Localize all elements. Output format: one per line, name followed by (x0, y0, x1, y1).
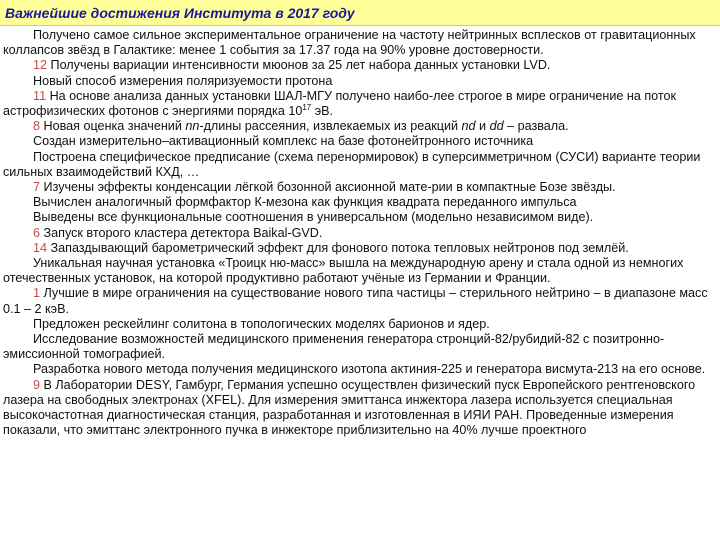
item-number: 1 (33, 286, 41, 301)
list-item: Новый способ измерения поляризуемости протона (33, 73, 333, 88)
item-number: 6 (33, 225, 41, 240)
list-item: Уникальная научная установка «Троицк ню-масс» вышла на международную арену и стала одной из немногих отечественных установок, на которой продуктивно работают учёные из Германии и Франции. (3, 256, 684, 286)
list-item: 9 В Лаборатории DESY, Гамбург, Германия успешно осуществлен физический пуск Европейского рентгеновского лазера на свободных электронах (XFEL). Для измерения эмиттанса инжектора лазера используется специальная высокочастотная диагностическая станция, разработанная и изготовленная в ИЯИ РАН. Проведенные измерения показали, что эмиттанс электронного пучка в инжекторе приблизительно на 40% лучше проектного (3, 377, 696, 438)
achievements-list (3, 28, 715, 438)
list-item: 6 Запуск второго кластера детектора Baikal-GVD. (33, 225, 323, 240)
list-item: 14 Запаздывающий барометрический эффект для фонового потока тепловых нейтронов под землёй. (33, 240, 629, 255)
list-item: 7 Изучены эффекты конденсации лёгкой бозонной аксионной мате-рии в компактные Бозе звёзды. (33, 180, 616, 195)
list-item: Вычислен аналогичный формфактор К-мезона как функция квадрата переданного импульса (33, 195, 577, 210)
list-item: 1 Лучшие в мире ограничения на существование нового типа частицы – стерильного нейтрино – в диапазоне масс 0.1 – 2 кэВ. (3, 286, 708, 316)
list-item: 8 Новая оценка значений nn-длины рассеяния, извлекаемых из реакций nd и dd – развала. (33, 119, 569, 134)
item-number: 12 (33, 58, 48, 73)
page-title: Важнейшие достижения Института в 2017 году (5, 5, 355, 21)
list-item: Исследование возможностей медицинского применения генератора стронций-82/рубидий-82 с позитронно-эмиссионной томографией. (3, 332, 665, 362)
list-item: Выведены все функциональные соотношения в универсальном (модельно независимом виде). (33, 210, 594, 225)
list-item: Получено самое сильное экспериментальное ограничение на частоту нейтринных всплесков от гравитационных коллапсов звёзд в Галактике: менее 1 события за 17.37 года на 90% уровне достоверности. (3, 28, 696, 58)
list-item: Предложен рескейлинг солитона в топологических моделях барионов и ядер. (33, 316, 490, 331)
list-item: Разработка нового метода получения медицинского изотопа актиния-225 и генератора висмута-213 на его основе. (33, 362, 706, 377)
item-number: 9 (33, 377, 41, 392)
item-number: 8 (33, 119, 41, 134)
list-item: Создан измерительно–активационный комплекс на базе фотонейтронного источника (33, 134, 534, 149)
list-item: 12 Получены вариации интенсивности мюонов за 25 лет набора данных установки LVD. (33, 58, 551, 73)
item-number: 7 (33, 180, 41, 195)
item-number: 14 (33, 240, 48, 255)
list-item: 11 На основе анализа данных установки ШАЛ-МГУ получено наибо-лее строгое в мире ограничение на поток астрофизических фотонов с энергиями порядка $10^{17}$ эВ. (3, 88, 677, 119)
title-bar (0, 0, 720, 26)
list-item: Построена специфическое предписание (схема перенормировок) в суперсимметричном (СУСИ) варианте теории сильных взаимодействий КХД, … (3, 149, 701, 179)
item-number: 11 (33, 88, 47, 103)
